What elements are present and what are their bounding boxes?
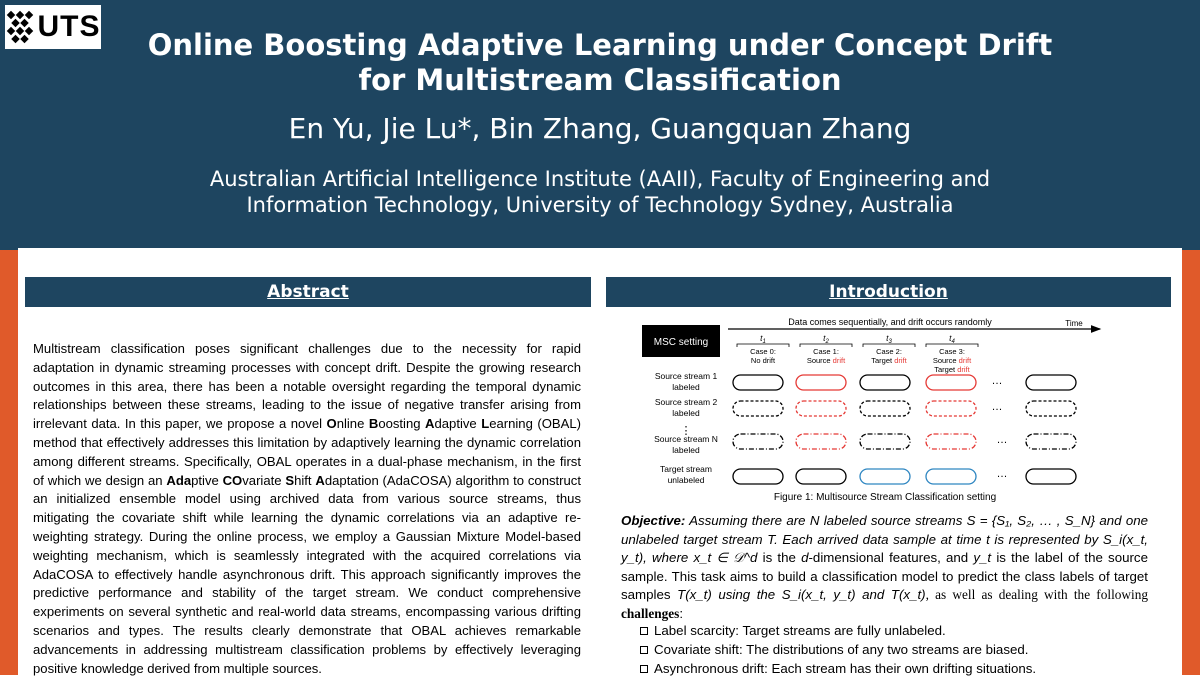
stream-chunk-drift (796, 375, 846, 390)
row1-label-b: labeled (672, 382, 700, 392)
stream-chunk-drift (796, 434, 846, 449)
target-label-b: unlabeled (667, 475, 705, 485)
msc-figure (620, 312, 1160, 492)
stream-chunk-drift (926, 375, 976, 390)
time-label-t3: $t_3$ (886, 333, 892, 345)
target-chunk (1026, 469, 1076, 484)
uts-crest-icon (6, 10, 34, 44)
timeline-label: Data comes sequentially, and drift occurs randomly (788, 317, 992, 327)
stream-chunk (860, 375, 910, 390)
logo-text: UTS (37, 10, 101, 43)
stream-chunk (1026, 434, 1076, 449)
rowN-label-b: labeled (672, 445, 700, 455)
target-ellipsis: … (996, 468, 1008, 480)
target-chunk (796, 469, 846, 484)
time-label-t4: $t_4$ (949, 333, 955, 345)
rowN-ellipsis: … (996, 434, 1008, 446)
stream-chunk-drift (926, 434, 976, 449)
poster-title (100, 28, 1100, 98)
figure-caption: Figure 1: Multisource Stream Classification setting (773, 492, 997, 503)
square-bullet-icon (640, 627, 648, 635)
objective-paragraph: Objective: Assuming there are N labeled source streams S = {S₁, S₂, … , S_N} and one unlabeled target stream T. Each arrived data sample at time t is represented by S_i(x_t, y_t), where x_t ∈ 𝒟^d is the d-dimensional features, and y_t is the label of the source sample. This task aims to build a classification model to predict the class labels of target samples T(x_t) using the S_i(x_t, y_t) and T(x_t), as well as dealing with the following challenges: (621, 513, 1149, 621)
time-label: Time (1065, 319, 1083, 328)
case1-desc: Source drift (806, 356, 846, 365)
stream-chunk (860, 401, 910, 416)
row2-ellipsis: … (991, 401, 1003, 413)
case3-title: Case 3: (939, 347, 965, 356)
time-label-t1: $t_1$ (760, 333, 766, 345)
case3-desc-source: Source drift (932, 356, 972, 365)
row1-ellipsis: … (991, 375, 1003, 387)
stream-chunk (860, 434, 910, 449)
square-bullet-icon (640, 646, 648, 654)
challenges-list (640, 621, 1160, 678)
authors: En Yu, Jie Lu*, Bin Zhang, Guangquan Zhang (288, 112, 912, 145)
affiliation-line-2: Information Technology, University of Technology Sydney, Australia (246, 193, 954, 217)
uts-logo (5, 5, 101, 49)
title-line-2: for Multistream Classification (358, 63, 842, 97)
title-line-1: Online Boosting Adaptive Learning under Concept Drift (147, 28, 1053, 62)
list-item: Label scarcity: Target streams are fully unlabeled. (640, 621, 1160, 640)
row2-label-a: Source stream 2 (654, 397, 718, 407)
stream-chunk (1026, 401, 1076, 416)
list-item: Covariate shift: The distributions of any two streams are biased. (640, 640, 1160, 659)
target-chunk (733, 469, 783, 484)
case0-desc: No drift (750, 356, 776, 365)
row1-label-a: Source stream 1 (654, 371, 718, 381)
affiliation-line-1: Australian Artificial Intelligence Institute (AAII), Faculty of Engineering and (209, 167, 991, 191)
case2-title: Case 2: (876, 347, 902, 356)
msc-setting-label: MSC setting (653, 337, 709, 348)
list-item: Asynchronous drift: Each stream has their own drifting situations. (640, 659, 1160, 678)
target-chunk-drift (926, 469, 976, 484)
stream-chunk-drift (926, 401, 976, 416)
abstract-body: Multistream classification poses significant challenges due to the necessity for rapid adaptation in dynamic streaming processes with concept drift. Despite the growing research outcomes in this area, there has been a notable oversight regarding the temporal dynamic relationships between these streams, leading to the issue of negative transfer arising from irrelevant data. In this paper, we propose a novel Online Boosting Adaptive Learning (OBAL) method that effectively addresses this limitation by adaptively learning the dynamic correlation among different streams. Specifically, OBAL operates in a dual-phase mechanism, in the first of which we design an Adaptive COvariate Shift Adaptation (AdaCOSA) algorithm to construct an initialized ensemble model using archived data from various source streams, thus mitigating the covariate shift while learning the dynamic correlations via an adaptive re-weighting strategy. During the online process, we employ a Gaussian Mixture Model-based weighting mechanism, which is seamlessly integrated with the acquired correlations via AdaCOSA to effectively handle asynchronous drift. This approach significantly improves the predictive performance and stability of the target stream. We conduct comprehensive experiments on several synthetic and real-world data streams, encompassing various drifting scenarios and types. The results clearly demonstrate that OBAL achieves remarkable advancements in addressing multistream classification problems by effectively leveraging positive knowledge derived from multiple sources. (33, 341, 581, 676)
case2-desc: Target drift (871, 356, 907, 365)
abstract-heading: Abstract (25, 277, 591, 307)
stream-chunk (1026, 375, 1076, 390)
target-label-a: Target stream (660, 464, 712, 474)
stream-chunk-drift (796, 401, 846, 416)
square-bullet-icon (640, 665, 648, 673)
row2-label-b: labeled (672, 408, 700, 418)
stream-chunk (733, 434, 783, 449)
time-label-t2: $t_2$ (823, 333, 829, 345)
case0-title: Case 0: (750, 347, 776, 356)
affiliation (100, 166, 1100, 218)
vertical-dots: ⋮ (680, 425, 692, 437)
case1-title: Case 1: (813, 347, 839, 356)
rowN-label-a: Source stream N (654, 434, 718, 444)
stream-chunk (733, 401, 783, 416)
case3-desc-target: Target drift (934, 365, 970, 374)
stream-chunk (733, 375, 783, 390)
target-chunk-drift (860, 469, 910, 484)
introduction-heading: Introduction (606, 277, 1171, 307)
